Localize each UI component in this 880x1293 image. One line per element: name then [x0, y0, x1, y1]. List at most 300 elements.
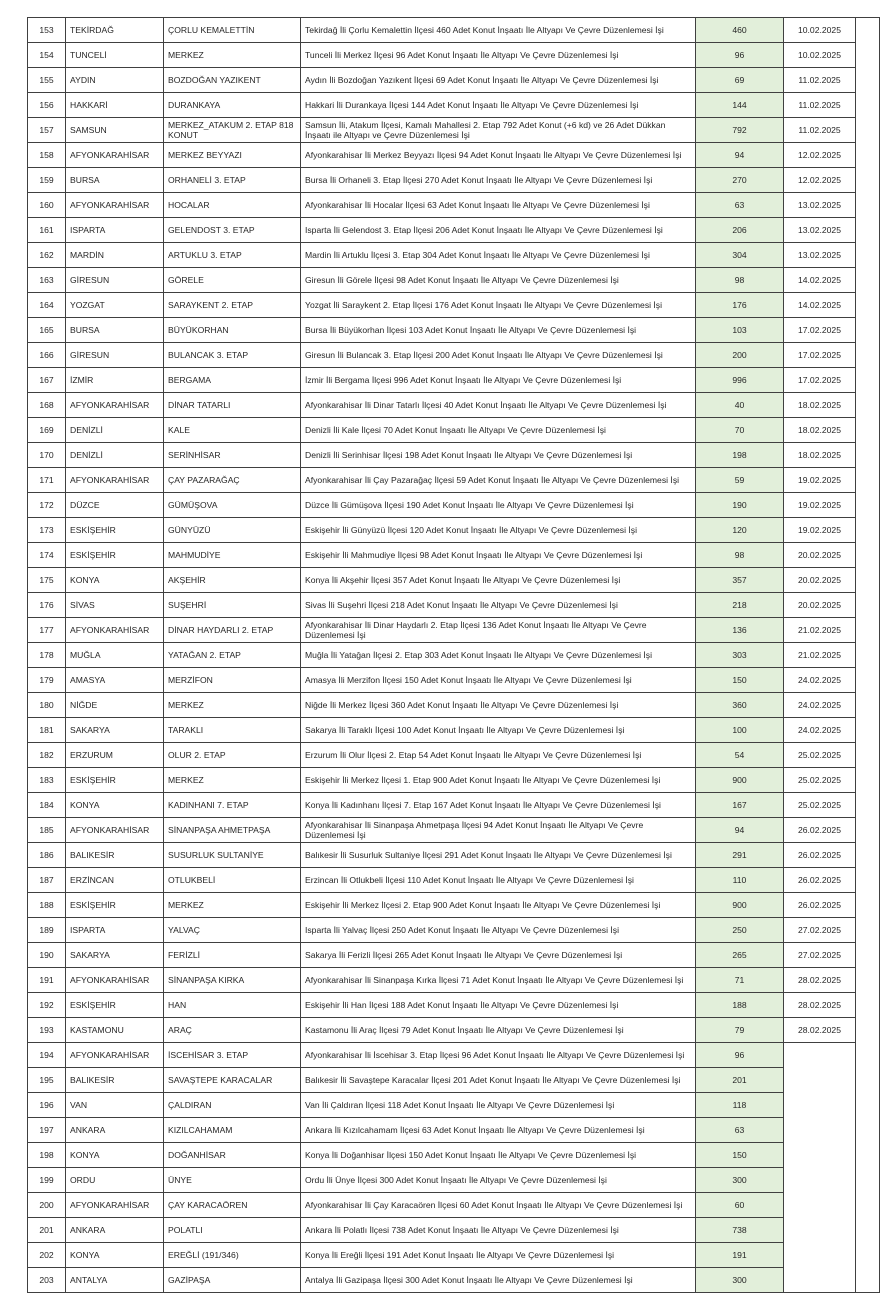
- row-number-cell: 189: [28, 918, 66, 943]
- row-number-cell: 184: [28, 793, 66, 818]
- province-cell: ESKİŞEHİR: [66, 893, 164, 918]
- quantity-cell: 63: [696, 193, 784, 218]
- date-cell: 18.02.2025: [784, 443, 856, 468]
- table-row: [28, 68, 880, 93]
- row-number-cell: 191: [28, 968, 66, 993]
- table-row: [28, 543, 880, 568]
- quantity-cell: 110: [696, 868, 784, 893]
- province-cell: İZMİR: [66, 368, 164, 393]
- table-row: [28, 1118, 880, 1143]
- description-cell: Bursa İli Büyükorhan İlçesi 103 Adet Konut İnşaatı İle Altyapı Ve Çevre Düzenlemesi İşi: [301, 318, 696, 343]
- project-name-cell: BERGAMA: [164, 368, 301, 393]
- row-number-cell: 153: [28, 18, 66, 43]
- project-name-cell: GÜMÜŞOVA: [164, 493, 301, 518]
- quantity-cell: 136: [696, 618, 784, 643]
- row-number-cell: 182: [28, 743, 66, 768]
- table-row: [28, 1193, 880, 1218]
- project-name-cell: ARAÇ: [164, 1018, 301, 1043]
- table-row: [28, 993, 880, 1018]
- date-cell: 21.02.2025: [784, 618, 856, 643]
- date-cell: 17.02.2025: [784, 318, 856, 343]
- quantity-cell: 900: [696, 893, 784, 918]
- description-cell: Afyonkarahisar İli Merkez Beyyazı İlçesi 94 Adet Konut İnşaatı İle Altyapı Ve Çevre Düzenlemesi İşi: [301, 143, 696, 168]
- date-cell: 10.02.2025: [784, 18, 856, 43]
- table-row: [28, 43, 880, 68]
- row-number-cell: 187: [28, 868, 66, 893]
- table-row: [28, 893, 880, 918]
- row-number-cell: 173: [28, 518, 66, 543]
- table-row: [28, 1068, 880, 1093]
- description-cell: Isparta İli Yalvaç İlçesi 250 Adet Konut İnşaatı İle Altyapı Ve Çevre Düzenlemesi İşi: [301, 918, 696, 943]
- description-cell: Eskişehir İli Merkez İlçesi 1. Etap 900 Adet Konut İnşaatı İle Altyapı Ve Çevre Düzenlemesi İşi: [301, 768, 696, 793]
- project-name-cell: ÇAY PAZARAĞAÇ: [164, 468, 301, 493]
- row-number-cell: 174: [28, 543, 66, 568]
- project-name-cell: GAZİPAŞA: [164, 1268, 301, 1293]
- province-cell: BURSA: [66, 168, 164, 193]
- description-cell: Balıkesir İli Savaştepe Karacalar İlçesi 201 Adet Konut İnşaatı İle Altyapı Ve Çevre Düzenlemesi İşi: [301, 1068, 696, 1093]
- row-number-cell: 203: [28, 1268, 66, 1293]
- date-cell: 20.02.2025: [784, 593, 856, 618]
- province-cell: GİRESUN: [66, 343, 164, 368]
- description-cell: Eskişehir İli Merkez İlçesi 2. Etap 900 Adet Konut İnşaatı İle Altyapı Ve Çevre Düzenlemesi İşi: [301, 893, 696, 918]
- quantity-cell: 792: [696, 118, 784, 143]
- description-cell: Afyonkarahisar İli Dinar Haydarlı 2. Etap İlçesi 136 Adet Konut İnşaatı İle Altyapı Ve Çevre Düzenlemesi İşi: [301, 618, 696, 643]
- row-number-cell: 154: [28, 43, 66, 68]
- row-number-cell: 178: [28, 643, 66, 668]
- province-cell: ANKARA: [66, 1218, 164, 1243]
- date-cell: 21.02.2025: [784, 643, 856, 668]
- table-row: [28, 218, 880, 243]
- table-row: [28, 1168, 880, 1193]
- table-row: [28, 493, 880, 518]
- description-cell: Antalya İli Gazipaşa İlçesi 300 Adet Konut İnşaatı İle Altyapı Ve Çevre Düzenlemesi İşi: [301, 1268, 696, 1293]
- project-name-cell: ÇALDIRAN: [164, 1093, 301, 1118]
- province-cell: ESKİŞEHİR: [66, 768, 164, 793]
- province-cell: KONYA: [66, 1243, 164, 1268]
- table-row: [28, 1268, 880, 1293]
- province-cell: AFYONKARAHİSAR: [66, 468, 164, 493]
- date-cell: 20.02.2025: [784, 543, 856, 568]
- date-cell-empty: [784, 1043, 856, 1293]
- table-row: [28, 1243, 880, 1268]
- cutoff-edge-column-cell: [856, 18, 880, 1293]
- province-cell: YOZGAT: [66, 293, 164, 318]
- date-cell: 13.02.2025: [784, 243, 856, 268]
- table-row: [28, 118, 880, 143]
- description-cell: Afyonkarahisar İli Hocalar İlçesi 63 Adet Konut İnşaatı İle Altyapı Ve Çevre Düzenlemesi İşi: [301, 193, 696, 218]
- quantity-cell: 291: [696, 843, 784, 868]
- description-cell: Konya İli Akşehir İlçesi 357 Adet Konut İnşaatı İle Altyapı Ve Çevre Düzenlemesi İşi: [301, 568, 696, 593]
- description-cell: Muğla İli Yatağan İlçesi 2. Etap 303 Adet Konut İnşaatı İle Altyapı Ve Çevre Düzenlemesi İşi: [301, 643, 696, 668]
- description-cell: Van İli Çaldıran İlçesi 118 Adet Konut İnşaatı İle Altyapı Ve Çevre Düzenlemesi İşi: [301, 1093, 696, 1118]
- project-name-cell: MERKEZ_ATAKUM 2. ETAP 818 KONUT: [164, 118, 301, 143]
- description-cell: Isparta İli Gelendost 3. Etap İlçesi 206 Adet Konut İnşaatı İle Altyapı Ve Çevre Düzenlemesi İşi: [301, 218, 696, 243]
- project-name-cell: DURANKAYA: [164, 93, 301, 118]
- quantity-cell: 100: [696, 718, 784, 743]
- row-number-cell: 169: [28, 418, 66, 443]
- table-row: [28, 718, 880, 743]
- row-number-cell: 161: [28, 218, 66, 243]
- project-name-cell: MERKEZ BEYYAZI: [164, 143, 301, 168]
- date-cell: 17.02.2025: [784, 368, 856, 393]
- quantity-cell: 304: [696, 243, 784, 268]
- description-cell: Kastamonu İli Araç İlçesi 79 Adet Konut İnşaatı İle Altyapı Ve Çevre Düzenlemesi İşi: [301, 1018, 696, 1043]
- province-cell: AFYONKARAHİSAR: [66, 1193, 164, 1218]
- quantity-cell: 190: [696, 493, 784, 518]
- quantity-cell: 265: [696, 943, 784, 968]
- table-body: [28, 18, 880, 1293]
- province-cell: AFYONKARAHİSAR: [66, 393, 164, 418]
- quantity-cell: 996: [696, 368, 784, 393]
- table-row: [28, 568, 880, 593]
- row-number-cell: 167: [28, 368, 66, 393]
- row-number-cell: 162: [28, 243, 66, 268]
- quantity-cell: 120: [696, 518, 784, 543]
- table-row: [28, 618, 880, 643]
- table-row: [28, 393, 880, 418]
- row-number-cell: 155: [28, 68, 66, 93]
- date-cell: 13.02.2025: [784, 218, 856, 243]
- date-cell: 19.02.2025: [784, 518, 856, 543]
- quantity-cell: 218: [696, 593, 784, 618]
- province-cell: ESKİŞEHİR: [66, 543, 164, 568]
- description-cell: Yozgat İli Saraykent 2. Etap İlçesi 176 Adet Konut İnşaatı İle Altyapı Ve Çevre Düzenlemesi İşi: [301, 293, 696, 318]
- description-cell: Afyonkarahisar İli Çay Pazarağaç İlçesi 59 Adet Konut İnşaatı İle Altyapı Ve Çevre Düzenlemesi İşi: [301, 468, 696, 493]
- row-number-cell: 202: [28, 1243, 66, 1268]
- description-cell: Ankara İli Polatlı İlçesi 738 Adet Konut İnşaatı İle Altyapı Ve Çevre Düzenlemesi İşi: [301, 1218, 696, 1243]
- province-cell: AYDIN: [66, 68, 164, 93]
- project-name-cell: SİNANPAŞA AHMETPAŞA: [164, 818, 301, 843]
- description-cell: Eskişehir İli Günyüzü İlçesi 120 Adet Konut İnşaatı İle Altyapı Ve Çevre Düzenlemesi İşi: [301, 518, 696, 543]
- description-cell: Eskişehir İli Mahmudiye İlçesi 98 Adet Konut İnşaatı İle Altyapı Ve Çevre Düzenlemesi İşi: [301, 543, 696, 568]
- quantity-cell: 70: [696, 418, 784, 443]
- description-cell: Sivas İli Suşehri İlçesi 218 Adet Konut İnşaatı İle Altyapı Ve Çevre Düzenlemesi İşi: [301, 593, 696, 618]
- project-name-cell: YATAĞAN 2. ETAP: [164, 643, 301, 668]
- table-row: [28, 93, 880, 118]
- quantity-cell: 60: [696, 1193, 784, 1218]
- description-cell: Konya İli Kadınhanı İlçesi 7. Etap 167 Adet Konut İnşaatı İle Altyapı Ve Çevre Düzenlemesi İşi: [301, 793, 696, 818]
- date-cell: 28.02.2025: [784, 993, 856, 1018]
- quantity-cell: 71: [696, 968, 784, 993]
- project-name-cell: DİNAR TATARLI: [164, 393, 301, 418]
- row-number-cell: 183: [28, 768, 66, 793]
- description-cell: Düzce İli Gümüşova İlçesi 190 Adet Konut İnşaatı İle Altyapı Ve Çevre Düzenlemesi İşi: [301, 493, 696, 518]
- description-cell: Mardin İli Artuklu İlçesi 3. Etap 304 Adet Konut İnşaatı İle Altyapı Ve Çevre Düzenlemesi İşi: [301, 243, 696, 268]
- description-cell: Afyonkarahisar İli Çay Karacaören İlçesi 60 Adet Konut İnşaatı İle Altyapı Ve Çevre Düzenlemesi İşi: [301, 1193, 696, 1218]
- table-row: [28, 868, 880, 893]
- province-cell: ANKARA: [66, 1118, 164, 1143]
- date-cell: 11.02.2025: [784, 93, 856, 118]
- province-cell: AFYONKARAHİSAR: [66, 193, 164, 218]
- province-cell: SAKARYA: [66, 943, 164, 968]
- table-row: [28, 743, 880, 768]
- province-cell: KONYA: [66, 568, 164, 593]
- quantity-cell: 94: [696, 143, 784, 168]
- date-cell: 25.02.2025: [784, 768, 856, 793]
- table-row: [28, 818, 880, 843]
- table-row: [28, 293, 880, 318]
- row-number-cell: 198: [28, 1143, 66, 1168]
- table-row: [28, 593, 880, 618]
- quantity-cell: 176: [696, 293, 784, 318]
- date-cell: 19.02.2025: [784, 468, 856, 493]
- project-name-cell: ORHANELİ 3. ETAP: [164, 168, 301, 193]
- project-name-cell: POLATLI: [164, 1218, 301, 1243]
- quantity-cell: 206: [696, 218, 784, 243]
- description-cell: Erzurum İli Olur İlçesi 2. Etap 54 Adet Konut İnşaatı İle Altyapı Ve Çevre Düzenlemesi İşi: [301, 743, 696, 768]
- quantity-cell: 118: [696, 1093, 784, 1118]
- province-cell: AFYONKARAHİSAR: [66, 143, 164, 168]
- province-cell: BALIKESİR: [66, 843, 164, 868]
- province-cell: DÜZCE: [66, 493, 164, 518]
- date-cell: 26.02.2025: [784, 818, 856, 843]
- row-number-cell: 165: [28, 318, 66, 343]
- row-number-cell: 190: [28, 943, 66, 968]
- project-name-cell: TARAKLI: [164, 718, 301, 743]
- table-row: [28, 1018, 880, 1043]
- row-number-cell: 199: [28, 1168, 66, 1193]
- row-number-cell: 164: [28, 293, 66, 318]
- date-cell: 17.02.2025: [784, 343, 856, 368]
- project-name-cell: MAHMUDİYE: [164, 543, 301, 568]
- date-cell: 27.02.2025: [784, 943, 856, 968]
- province-cell: ORDU: [66, 1168, 164, 1193]
- date-cell: 13.02.2025: [784, 193, 856, 218]
- date-cell: 11.02.2025: [784, 68, 856, 93]
- table-row: [28, 968, 880, 993]
- row-number-cell: 159: [28, 168, 66, 193]
- province-cell: ERZURUM: [66, 743, 164, 768]
- project-name-cell: SAVAŞTEPE KARACALAR: [164, 1068, 301, 1093]
- description-cell: Sakarya İli Taraklı İlçesi 100 Adet Konut İnşaatı İle Altyapı Ve Çevre Düzenlemesi İşi: [301, 718, 696, 743]
- date-cell: 24.02.2025: [784, 668, 856, 693]
- description-cell: Ordu İli Ünye İlçesi 300 Adet Konut İnşaatı İle Altyapı Ve Çevre Düzenlemesi İşi: [301, 1168, 696, 1193]
- project-name-cell: SERİNHİSAR: [164, 443, 301, 468]
- description-cell: Afyonkarahisar İli Dinar Tatarlı İlçesi 40 Adet Konut İnşaatı İle Altyapı Ve Çevre Düzenlemesi İşi: [301, 393, 696, 418]
- row-number-cell: 197: [28, 1118, 66, 1143]
- province-cell: SAMSUN: [66, 118, 164, 143]
- project-name-cell: BÜYÜKORHAN: [164, 318, 301, 343]
- table-row: [28, 918, 880, 943]
- province-cell: ISPARTA: [66, 918, 164, 943]
- project-name-cell: SUŞEHRİ: [164, 593, 301, 618]
- table-row: [28, 268, 880, 293]
- description-cell: Denizli İli Serinhisar İlçesi 198 Adet Konut İnşaatı İle Altyapı Ve Çevre Düzenlemesi İşi: [301, 443, 696, 468]
- quantity-cell: 54: [696, 743, 784, 768]
- table-row: [28, 1218, 880, 1243]
- province-cell: ISPARTA: [66, 218, 164, 243]
- row-number-cell: 196: [28, 1093, 66, 1118]
- table-row: [28, 318, 880, 343]
- row-number-cell: 168: [28, 393, 66, 418]
- project-name-cell: MERKEZ: [164, 893, 301, 918]
- project-name-cell: GELENDOST 3. ETAP: [164, 218, 301, 243]
- province-cell: AFYONKARAHİSAR: [66, 1043, 164, 1068]
- quantity-cell: 201: [696, 1068, 784, 1093]
- province-cell: BURSA: [66, 318, 164, 343]
- description-cell: Amasya İli Merzifon İlçesi 150 Adet Konut İnşaatı İle Altyapı Ve Çevre Düzenlemesi İşi: [301, 668, 696, 693]
- row-number-cell: 195: [28, 1068, 66, 1093]
- date-cell: 25.02.2025: [784, 743, 856, 768]
- row-number-cell: 166: [28, 343, 66, 368]
- table-row: [28, 368, 880, 393]
- table-row: [28, 768, 880, 793]
- row-number-cell: 193: [28, 1018, 66, 1043]
- project-name-cell: SARAYKENT 2. ETAP: [164, 293, 301, 318]
- row-number-cell: 188: [28, 893, 66, 918]
- project-name-cell: DOĞANHİSAR: [164, 1143, 301, 1168]
- row-number-cell: 175: [28, 568, 66, 593]
- quantity-cell: 250: [696, 918, 784, 943]
- quantity-cell: 96: [696, 43, 784, 68]
- quantity-cell: 191: [696, 1243, 784, 1268]
- date-cell: 11.02.2025: [784, 118, 856, 143]
- row-number-cell: 180: [28, 693, 66, 718]
- project-name-cell: FERİZLİ: [164, 943, 301, 968]
- description-cell: Erzincan İli Otlukbeli İlçesi 110 Adet Konut İnşaatı İle Altyapı Ve Çevre Düzenlemesi İşi: [301, 868, 696, 893]
- description-cell: Afyonkarahisar İli Sinanpaşa Ahmetpaşa İlçesi 94 Adet Konut İnşaatı İle Altyapı Ve Çevre Düzenlemesi İşi: [301, 818, 696, 843]
- quantity-cell: 360: [696, 693, 784, 718]
- province-cell: HAKKARİ: [66, 93, 164, 118]
- project-name-cell: ÇORLU KEMALETTİN: [164, 18, 301, 43]
- quantity-cell: 103: [696, 318, 784, 343]
- date-cell: 28.02.2025: [784, 968, 856, 993]
- project-name-cell: AKŞEHİR: [164, 568, 301, 593]
- project-name-cell: GÖRELE: [164, 268, 301, 293]
- province-cell: NİĞDE: [66, 693, 164, 718]
- province-cell: KASTAMONU: [66, 1018, 164, 1043]
- project-name-cell: ÜNYE: [164, 1168, 301, 1193]
- description-cell: Konya İli Ereğli İlçesi 191 Adet Konut İnşaatı İle Altyapı Ve Çevre Düzenlemesi İşi: [301, 1243, 696, 1268]
- description-cell: Konya İli Doğanhisar İlçesi 150 Adet Konut İnşaatı İle Altyapı Ve Çevre Düzenlemesi İşi: [301, 1143, 696, 1168]
- description-cell: Tunceli İli Merkez İlçesi 96 Adet Konut İnşaatı İle Altyapı Ve Çevre Düzenlemesi İşi: [301, 43, 696, 68]
- quantity-cell: 167: [696, 793, 784, 818]
- row-number-cell: 160: [28, 193, 66, 218]
- table-row: [28, 143, 880, 168]
- project-name-cell: KADINHANI 7. ETAP: [164, 793, 301, 818]
- project-name-cell: MERKEZ: [164, 768, 301, 793]
- project-name-cell: EREĞLİ (191/346): [164, 1243, 301, 1268]
- description-cell: Bursa İli Orhaneli 3. Etap İlçesi 270 Adet Konut İnşaatı İle Altyapı Ve Çevre Düzenlemesi İşi: [301, 168, 696, 193]
- project-name-cell: OTLUKBELİ: [164, 868, 301, 893]
- province-cell: TEKİRDAĞ: [66, 18, 164, 43]
- date-cell: 27.02.2025: [784, 918, 856, 943]
- date-cell: 19.02.2025: [784, 493, 856, 518]
- project-name-cell: KIZILCAHAMAM: [164, 1118, 301, 1143]
- row-number-cell: 181: [28, 718, 66, 743]
- quantity-cell: 198: [696, 443, 784, 468]
- province-cell: SAKARYA: [66, 718, 164, 743]
- project-name-cell: GÜNYÜZÜ: [164, 518, 301, 543]
- description-cell: Samsun İli, Atakum İlçesi, Kamalı Mahallesi 2. Etap 792 Adet Konut (+6 kd) ve 26 Adet Dükkan İnşaatı ile Altyapı ve Çevre Düzenlemesi İşi: [301, 118, 696, 143]
- quantity-cell: 300: [696, 1268, 784, 1293]
- quantity-cell: 144: [696, 93, 784, 118]
- quantity-cell: 150: [696, 668, 784, 693]
- quantity-cell: 270: [696, 168, 784, 193]
- province-cell: AFYONKARAHİSAR: [66, 818, 164, 843]
- date-cell: 10.02.2025: [784, 43, 856, 68]
- quantity-cell: 59: [696, 468, 784, 493]
- project-name-cell: SİNANPAŞA KIRKA: [164, 968, 301, 993]
- date-cell: 12.02.2025: [784, 143, 856, 168]
- project-name-cell: OLUR 2. ETAP: [164, 743, 301, 768]
- province-cell: GİRESUN: [66, 268, 164, 293]
- province-cell: DENİZLİ: [66, 418, 164, 443]
- project-name-cell: MERKEZ: [164, 43, 301, 68]
- date-cell: 12.02.2025: [784, 168, 856, 193]
- quantity-cell: 69: [696, 68, 784, 93]
- quantity-cell: 63: [696, 1118, 784, 1143]
- date-cell: 18.02.2025: [784, 418, 856, 443]
- description-cell: Ankara İli Kızılcahamam İlçesi 63 Adet Konut İnşaatı İle Altyapı Ve Çevre Düzenlemesi İşi: [301, 1118, 696, 1143]
- date-cell: 18.02.2025: [784, 393, 856, 418]
- description-cell: Balıkesir İli Susurluk Sultaniye İlçesi 291 Adet Konut İnşaatı İle Altyapı Ve Çevre Düzenlemesi İşi: [301, 843, 696, 868]
- province-cell: TUNCELİ: [66, 43, 164, 68]
- province-cell: MARDİN: [66, 243, 164, 268]
- date-cell: 14.02.2025: [784, 268, 856, 293]
- quantity-cell: 357: [696, 568, 784, 593]
- quantity-cell: 98: [696, 268, 784, 293]
- table-row: [28, 418, 880, 443]
- province-cell: KONYA: [66, 793, 164, 818]
- project-name-cell: BOZDOĞAN YAZIKENT: [164, 68, 301, 93]
- province-cell: ESKİŞEHİR: [66, 993, 164, 1018]
- date-cell: 26.02.2025: [784, 893, 856, 918]
- description-cell: Afyonkarahisar İli İscehisar 3. Etap İlçesi 96 Adet Konut İnşaatı İle Altyapı Ve Çevre Düzenlemesi İşi: [301, 1043, 696, 1068]
- description-cell: İzmir İli Bergama İlçesi 996 Adet Konut İnşaatı İle Altyapı Ve Çevre Düzenlemesi İşi: [301, 368, 696, 393]
- province-cell: ERZİNCAN: [66, 868, 164, 893]
- project-name-cell: KALE: [164, 418, 301, 443]
- table-row: [28, 668, 880, 693]
- table-row: [28, 793, 880, 818]
- table-row: [28, 1143, 880, 1168]
- date-cell: 14.02.2025: [784, 293, 856, 318]
- table-row: [28, 443, 880, 468]
- description-cell: Eskişehir İli Han İlçesi 188 Adet Konut İnşaatı İle Altyapı Ve Çevre Düzenlemesi İşi: [301, 993, 696, 1018]
- project-name-cell: İSCEHİSAR 3. ETAP: [164, 1043, 301, 1068]
- quantity-cell: 460: [696, 18, 784, 43]
- date-cell: 24.02.2025: [784, 693, 856, 718]
- province-cell: AFYONKARAHİSAR: [66, 968, 164, 993]
- table-row: [28, 693, 880, 718]
- row-number-cell: 172: [28, 493, 66, 518]
- date-cell: 25.02.2025: [784, 793, 856, 818]
- table-row: [28, 243, 880, 268]
- project-name-cell: YALVAÇ: [164, 918, 301, 943]
- description-cell: Tekirdağ İli Çorlu Kemalettin İlçesi 460 Adet Konut İnşaatı İle Altyapı Ve Çevre Düzenlemesi İşi: [301, 18, 696, 43]
- description-cell: Denizli İli Kale İlçesi 70 Adet Konut İnşaatı İle Altyapı Ve Çevre Düzenlemesi İşi: [301, 418, 696, 443]
- row-number-cell: 194: [28, 1043, 66, 1068]
- table-row: [28, 343, 880, 368]
- description-cell: Afyonkarahisar İli Sinanpaşa Kırka İlçesi 71 Adet Konut İnşaatı İle Altyapı Ve Çevre Düzenlemesi İşi: [301, 968, 696, 993]
- row-number-cell: 176: [28, 593, 66, 618]
- quantity-cell: 900: [696, 768, 784, 793]
- project-name-cell: HAN: [164, 993, 301, 1018]
- table-row: [28, 518, 880, 543]
- date-cell: 24.02.2025: [784, 718, 856, 743]
- description-cell: Hakkari İli Durankaya İlçesi 144 Adet Konut İnşaatı İle Altyapı Ve Çevre Düzenlemesi İşi: [301, 93, 696, 118]
- quantity-cell: 200: [696, 343, 784, 368]
- quantity-cell: 303: [696, 643, 784, 668]
- table-row: [28, 168, 880, 193]
- row-number-cell: 192: [28, 993, 66, 1018]
- description-cell: Sakarya İli Ferizli İlçesi 265 Adet Konut İnşaatı İle Altyapı Ve Çevre Düzenlemesi İşi: [301, 943, 696, 968]
- quantity-cell: 94: [696, 818, 784, 843]
- table-row: [28, 18, 880, 43]
- housing-projects-table: [27, 17, 880, 1293]
- quantity-cell: 188: [696, 993, 784, 1018]
- province-cell: ESKİŞEHİR: [66, 518, 164, 543]
